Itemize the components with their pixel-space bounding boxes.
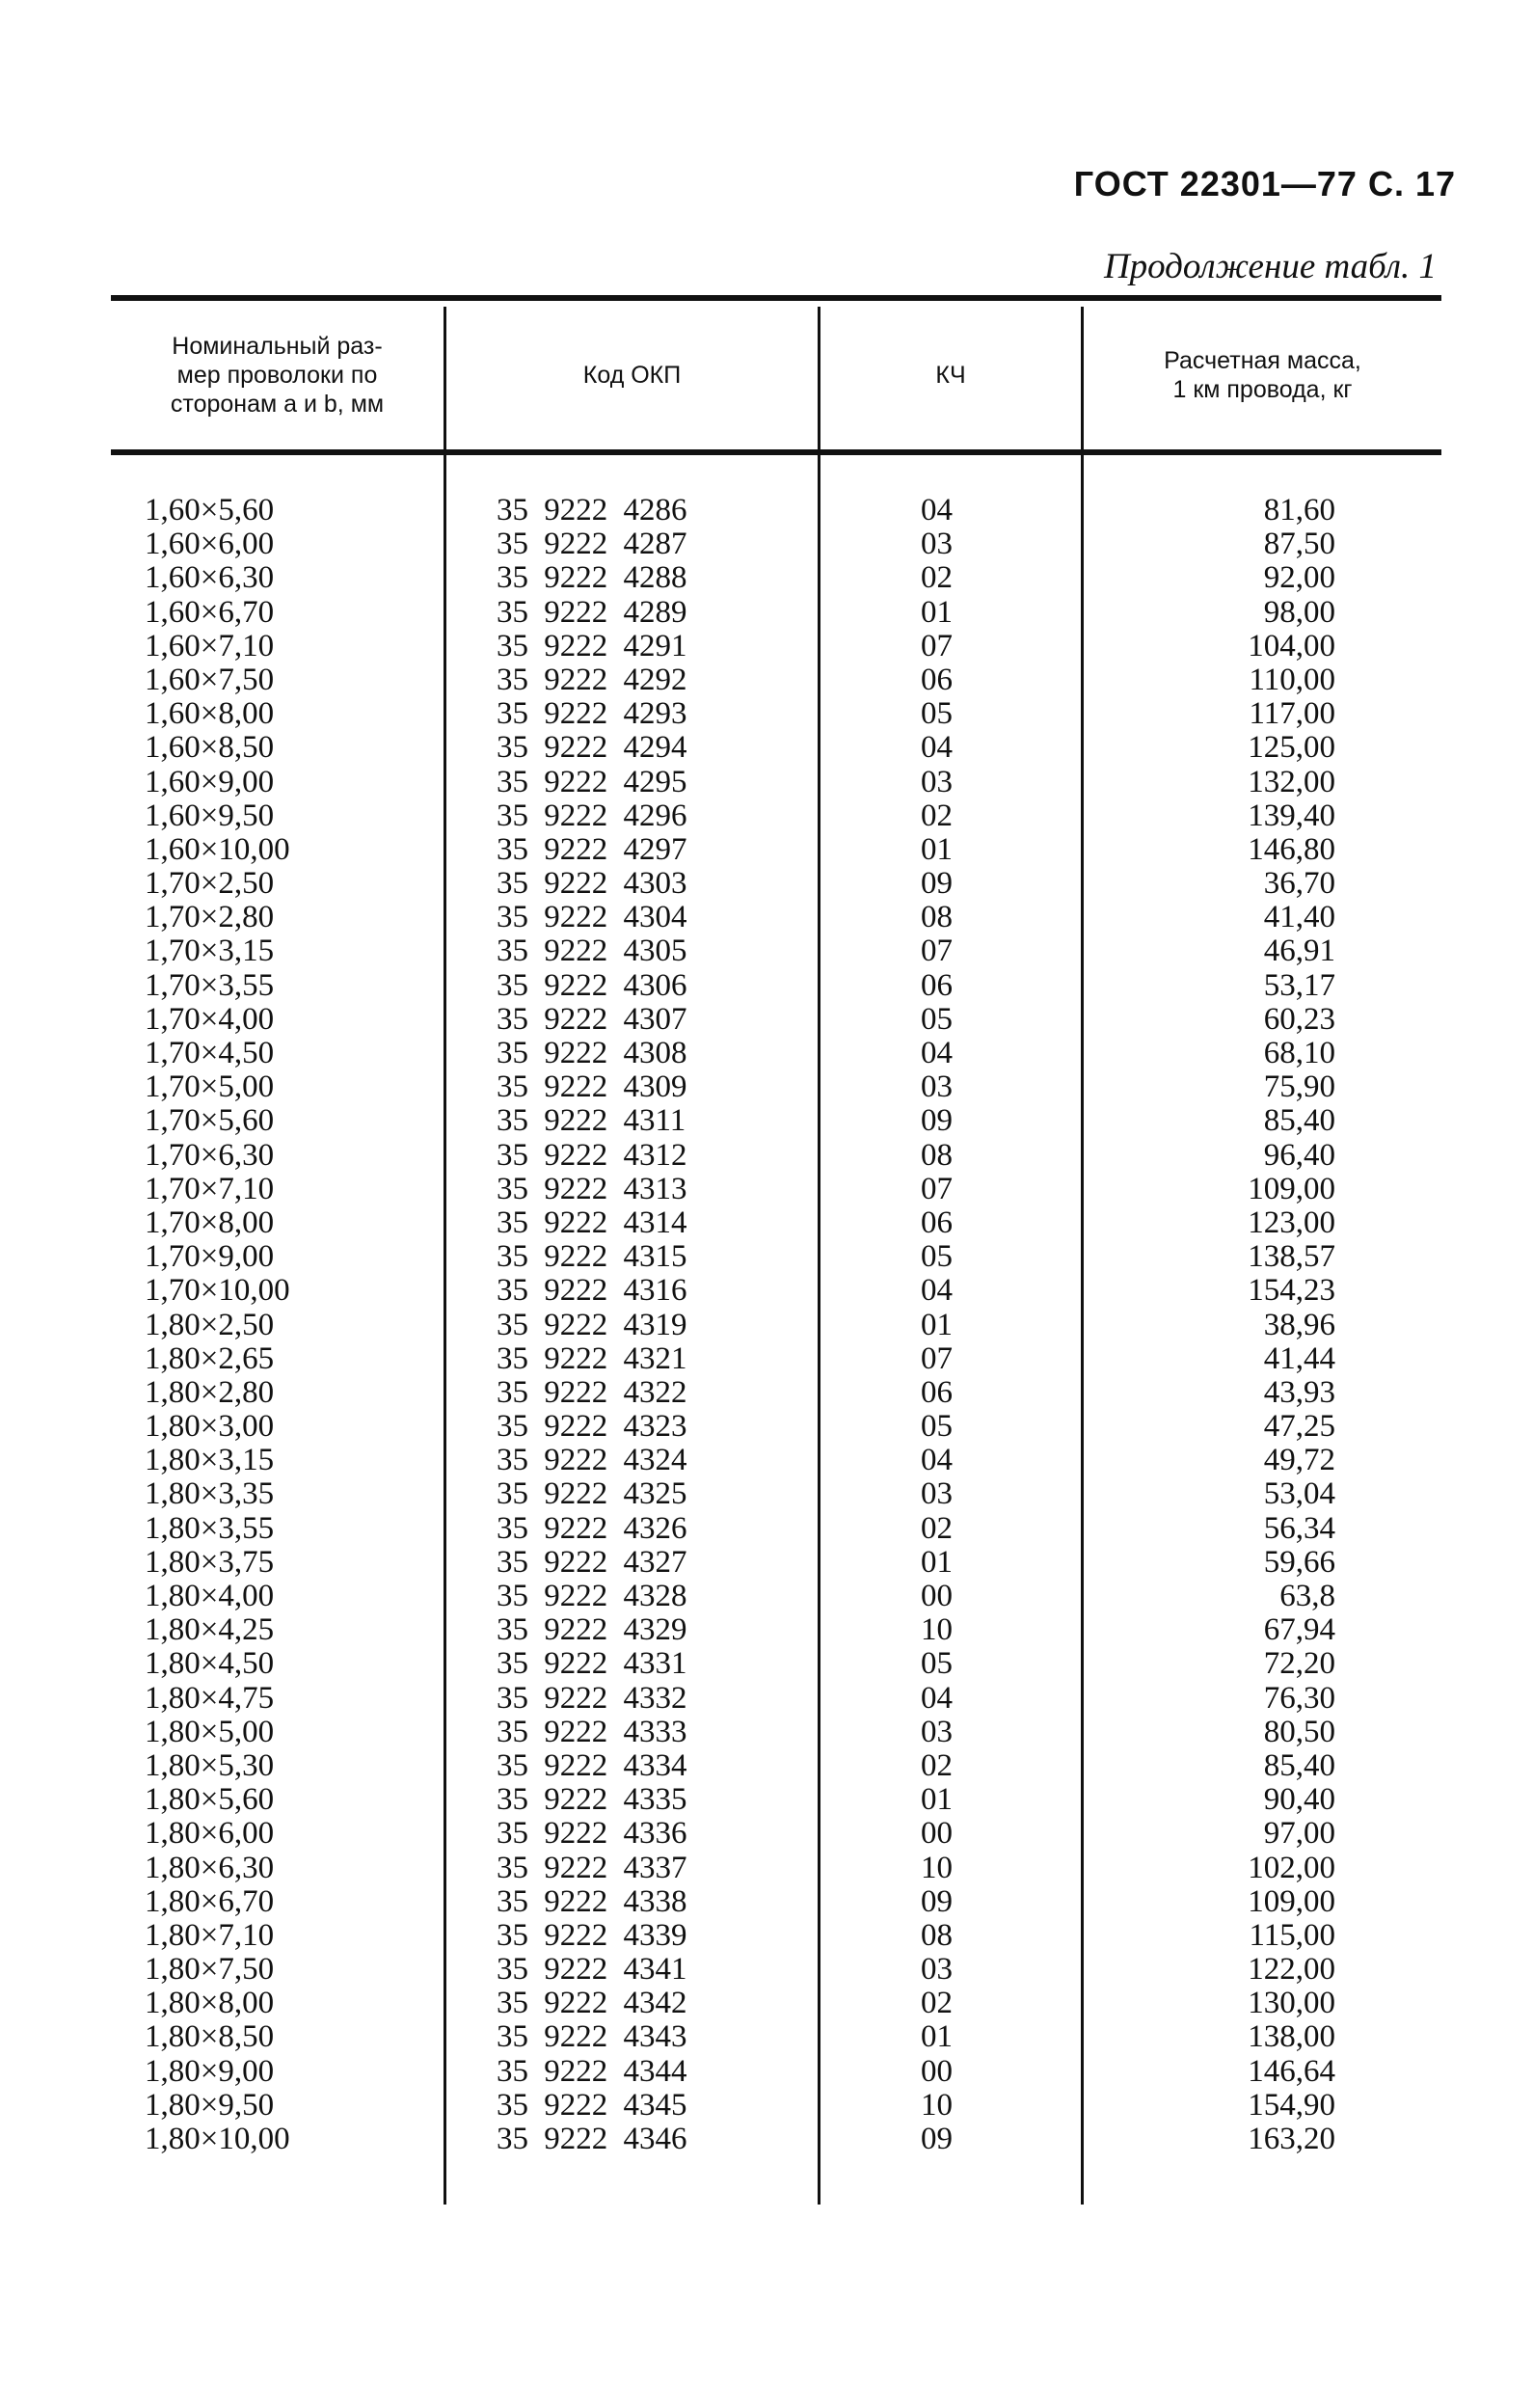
okp-code-cell: 35 9222 4309 — [497, 1069, 687, 1105]
mass-cell: 47,25 — [1263, 1409, 1335, 1445]
okp-code-cell: 35 9222 4315 — [497, 1239, 687, 1275]
okp-code-cell: 35 9222 4295 — [497, 764, 687, 799]
table-row — [111, 1070, 1441, 1104]
kch-cell: 10 — [921, 2087, 953, 2123]
kch-cell: 04 — [921, 1273, 953, 1309]
size-cell: 1,70×5,00 — [145, 1069, 275, 1105]
size-cell: 1,70×6,30 — [145, 1137, 275, 1173]
okp-code-cell: 35 9222 4312 — [497, 1137, 687, 1173]
table-row — [111, 1104, 1441, 1138]
table-row — [111, 1613, 1441, 1647]
table-row — [111, 663, 1441, 697]
size-cell: 1,80×8,50 — [145, 2019, 275, 2055]
table-row — [111, 1783, 1441, 1817]
size-cell: 1,80×4,50 — [145, 1646, 275, 1682]
mass-cell: 130,00 — [1248, 1986, 1335, 2021]
okp-code-cell: 35 9222 4332 — [497, 1680, 687, 1716]
okp-code-cell: 35 9222 4334 — [497, 1747, 687, 1783]
size-cell: 1,80×5,00 — [145, 1714, 275, 1749]
kch-cell: 06 — [921, 1374, 953, 1410]
kch-cell: 09 — [921, 866, 953, 902]
kch-cell: 03 — [921, 764, 953, 799]
size-cell: 1,80×3,00 — [145, 1409, 275, 1445]
mass-cell: 123,00 — [1248, 1204, 1335, 1240]
okp-code-cell: 35 9222 4313 — [497, 1171, 687, 1206]
mass-cell: 46,91 — [1263, 933, 1335, 969]
table-header-rule — [111, 449, 1441, 455]
okp-code-cell: 35 9222 4308 — [497, 1036, 687, 1070]
okp-code-cell: 35 9222 4303 — [497, 866, 687, 902]
okp-code-cell: 35 9222 4336 — [497, 1816, 687, 1852]
kch-cell: 04 — [921, 1036, 953, 1070]
table-row — [111, 1852, 1441, 1885]
mass-cell: 43,93 — [1263, 1374, 1335, 1410]
table-row — [111, 1003, 1441, 1037]
mass-cell: 97,00 — [1263, 1816, 1335, 1852]
kch-cell: 08 — [921, 900, 953, 935]
okp-code-cell: 35 9222 4294 — [497, 730, 687, 766]
table-row — [111, 1716, 1441, 1749]
mass-cell: 109,00 — [1248, 1883, 1335, 1919]
table-row — [111, 1817, 1441, 1851]
okp-code-cell: 35 9222 4319 — [497, 1307, 687, 1342]
kch-cell: 10 — [921, 1850, 953, 1885]
okp-code-cell: 35 9222 4331 — [497, 1646, 687, 1682]
size-cell: 1,80×3,75 — [145, 1544, 275, 1580]
size-cell: 1,70×5,60 — [145, 1103, 275, 1139]
table-row — [111, 1512, 1441, 1546]
size-cell: 1,70×2,80 — [145, 900, 275, 935]
table-row — [111, 1919, 1441, 1953]
size-cell: 1,80×2,65 — [145, 1340, 275, 1376]
table-row — [111, 1309, 1441, 1342]
size-cell: 1,60×9,50 — [145, 798, 275, 833]
size-cell: 1,80×6,70 — [145, 1883, 275, 1919]
kch-cell: 03 — [921, 1476, 953, 1512]
size-cell: 1,70×3,15 — [145, 933, 275, 969]
mass-cell: 115,00 — [1249, 1917, 1335, 1953]
okp-code-cell: 35 9222 4323 — [497, 1409, 687, 1445]
kch-cell: 10 — [921, 1612, 953, 1648]
header-okp-code: Код ОКП — [582, 362, 682, 389]
size-cell: 1,60×6,00 — [145, 527, 275, 562]
header-nominal-size: Номинальный раз- мер проволоки по сторонам a и b, мм — [170, 333, 385, 418]
okp-code-cell: 35 9222 4321 — [497, 1340, 687, 1376]
size-cell: 1,70×8,00 — [145, 1204, 275, 1240]
okp-code-cell: 35 9222 4305 — [497, 933, 687, 969]
mass-cell: 87,50 — [1263, 527, 1335, 562]
kch-cell: 01 — [921, 1307, 953, 1342]
okp-code-cell: 35 9222 4314 — [497, 1204, 687, 1240]
mass-cell: 109,00 — [1248, 1171, 1335, 1206]
kch-cell: 05 — [921, 696, 953, 732]
size-cell: 1,60×6,30 — [145, 560, 275, 596]
mass-cell: 85,40 — [1263, 1103, 1335, 1139]
size-cell: 1,80×5,30 — [145, 1747, 275, 1783]
okp-code-cell: 35 9222 4344 — [497, 2053, 687, 2089]
okp-code-cell: 35 9222 4296 — [497, 798, 687, 833]
header-kch: КЧ — [935, 362, 966, 389]
mass-cell: 163,20 — [1248, 2122, 1335, 2156]
mass-cell: 102,00 — [1248, 1850, 1335, 1885]
okp-code-cell: 35 9222 4335 — [497, 1782, 687, 1818]
size-cell: 1,60×5,60 — [145, 493, 275, 528]
kch-cell: 00 — [921, 1816, 953, 1852]
kch-cell: 04 — [921, 730, 953, 766]
size-cell: 1,80×4,25 — [145, 1612, 275, 1648]
table-row — [111, 1682, 1441, 1716]
kch-cell: 08 — [921, 1137, 953, 1173]
okp-code-cell: 35 9222 4338 — [497, 1883, 687, 1919]
kch-cell: 06 — [921, 662, 953, 697]
okp-code-cell: 35 9222 4311 — [497, 1103, 686, 1139]
mass-cell: 98,00 — [1263, 594, 1335, 630]
table-row — [111, 494, 1441, 528]
mass-cell: 63,8 — [1279, 1579, 1335, 1613]
kch-cell: 04 — [921, 493, 953, 528]
table-row — [111, 2089, 1441, 2123]
mass-cell: 41,44 — [1263, 1340, 1335, 1376]
table-row — [111, 2055, 1441, 2089]
okp-code-cell: 35 9222 4333 — [497, 1714, 687, 1749]
size-cell: 1,70×4,50 — [145, 1036, 275, 1070]
mass-cell: 56,34 — [1263, 1510, 1335, 1546]
table-row — [111, 1477, 1441, 1511]
size-cell: 1,80×6,30 — [145, 1850, 275, 1885]
okp-code-cell: 35 9222 4288 — [497, 560, 687, 596]
size-cell: 1,80×4,75 — [145, 1680, 275, 1716]
size-cell: 1,70×3,55 — [145, 967, 275, 1003]
kch-cell: 08 — [921, 1917, 953, 1953]
size-cell: 1,60×7,50 — [145, 662, 275, 697]
kch-cell: 05 — [921, 1409, 953, 1445]
kch-cell: 09 — [921, 1103, 953, 1139]
okp-code-cell: 35 9222 4327 — [497, 1544, 687, 1580]
mass-cell: 138,00 — [1248, 2019, 1335, 2055]
mass-cell: 117,00 — [1249, 696, 1335, 732]
table-row — [111, 1749, 1441, 1783]
kch-cell: 03 — [921, 527, 953, 562]
size-cell: 1,80×7,10 — [145, 1917, 275, 1953]
kch-cell: 06 — [921, 967, 953, 1003]
kch-cell: 07 — [921, 1340, 953, 1376]
table-row — [111, 766, 1441, 799]
size-cell: 1,80×3,35 — [145, 1476, 275, 1512]
size-cell: 1,70×7,10 — [145, 1171, 275, 1206]
table-continuation-label: Продолжение табл. 1 — [1103, 247, 1437, 286]
kch-cell: 01 — [921, 1544, 953, 1580]
table-row — [111, 697, 1441, 731]
mass-cell: 138,57 — [1248, 1239, 1335, 1275]
kch-cell: 01 — [921, 1782, 953, 1818]
table-row — [111, 1342, 1441, 1376]
table-body — [111, 494, 1441, 2156]
size-cell: 1,80×3,15 — [145, 1443, 275, 1478]
kch-cell: 01 — [921, 2019, 953, 2055]
kch-cell: 01 — [921, 594, 953, 630]
kch-cell: 05 — [921, 1239, 953, 1275]
size-cell: 1,80×4,00 — [145, 1579, 275, 1613]
kch-cell: 04 — [921, 1680, 953, 1716]
size-cell: 1,60×10,00 — [145, 831, 290, 867]
table-row — [111, 1987, 1441, 2020]
size-cell: 1,80×10,00 — [145, 2122, 290, 2156]
table-row — [111, 1274, 1441, 1308]
size-cell: 1,60×8,50 — [145, 730, 275, 766]
table-row — [111, 1410, 1441, 1444]
mass-cell: 122,00 — [1248, 1952, 1335, 1988]
okp-code-cell: 35 9222 4329 — [497, 1612, 687, 1648]
kch-cell: 07 — [921, 628, 953, 663]
size-cell: 1,70×2,50 — [145, 866, 275, 902]
table-row — [111, 934, 1441, 968]
kch-cell: 04 — [921, 1443, 953, 1478]
okp-code-cell: 35 9222 4304 — [497, 900, 687, 935]
mass-cell: 154,90 — [1248, 2087, 1335, 2123]
okp-code-cell: 35 9222 4328 — [497, 1579, 687, 1613]
mass-cell: 154,23 — [1248, 1273, 1335, 1309]
okp-code-cell: 35 9222 4325 — [497, 1476, 687, 1512]
mass-cell: 81,60 — [1263, 493, 1335, 528]
table-row — [111, 1037, 1441, 1070]
mass-cell: 125,00 — [1248, 730, 1335, 766]
table-row — [111, 1139, 1441, 1173]
okp-code-cell: 35 9222 4346 — [497, 2122, 687, 2156]
table-row — [111, 1546, 1441, 1580]
kch-cell: 00 — [921, 2053, 953, 2089]
mass-cell: 139,40 — [1248, 798, 1335, 833]
table-row — [111, 596, 1441, 630]
okp-code-cell: 35 9222 4324 — [497, 1443, 687, 1478]
mass-cell: 132,00 — [1248, 764, 1335, 799]
table-row — [111, 528, 1441, 561]
mass-cell: 146,64 — [1248, 2053, 1335, 2089]
table-row — [111, 2020, 1441, 2054]
mass-cell: 80,50 — [1263, 1714, 1335, 1749]
table-row — [111, 867, 1441, 901]
size-cell: 1,60×7,10 — [145, 628, 275, 663]
size-cell: 1,80×9,00 — [145, 2053, 275, 2089]
table-row — [111, 1953, 1441, 1987]
kch-cell: 03 — [921, 1069, 953, 1105]
table-row — [111, 901, 1441, 934]
table-row — [111, 1173, 1441, 1206]
size-cell: 1,80×8,00 — [145, 1986, 275, 2021]
okp-code-cell: 35 9222 4292 — [497, 662, 687, 697]
size-cell: 1,60×6,70 — [145, 594, 275, 630]
size-cell: 1,80×2,80 — [145, 1374, 275, 1410]
size-cell: 1,80×7,50 — [145, 1952, 275, 1988]
kch-cell: 05 — [921, 1646, 953, 1682]
header-mass: Расчетная масса, 1 км провода, кг — [1164, 347, 1361, 403]
mass-cell: 85,40 — [1263, 1747, 1335, 1783]
mass-cell: 90,40 — [1263, 1782, 1335, 1818]
kch-cell: 05 — [921, 1001, 953, 1037]
kch-cell: 09 — [921, 1883, 953, 1919]
size-cell: 1,70×10,00 — [145, 1273, 290, 1309]
table-row — [111, 833, 1441, 867]
table-row — [111, 2123, 1441, 2156]
mass-cell: 92,00 — [1263, 560, 1335, 596]
okp-code-cell: 35 9222 4307 — [497, 1001, 687, 1037]
kch-cell: 02 — [921, 560, 953, 596]
mass-cell: 53,17 — [1263, 967, 1335, 1003]
mass-cell: 59,66 — [1263, 1544, 1335, 1580]
kch-cell: 02 — [921, 798, 953, 833]
size-cell: 1,70×9,00 — [145, 1239, 275, 1275]
kch-cell: 09 — [921, 2122, 953, 2156]
size-cell: 1,60×9,00 — [145, 764, 275, 799]
kch-cell: 07 — [921, 1171, 953, 1206]
size-cell: 1,70×4,00 — [145, 1001, 275, 1037]
size-cell: 1,80×2,50 — [145, 1307, 275, 1342]
page-header: ГОСТ 22301—77 С. 17 — [1073, 164, 1456, 203]
okp-code-cell: 35 9222 4286 — [497, 493, 687, 528]
data-table — [111, 295, 1441, 2205]
size-cell: 1,80×6,00 — [145, 1816, 275, 1852]
table-row — [111, 1580, 1441, 1613]
mass-cell: 68,10 — [1263, 1036, 1335, 1070]
size-cell: 1,80×9,50 — [145, 2087, 275, 2123]
kch-cell: 06 — [921, 1204, 953, 1240]
okp-code-cell: 35 9222 4342 — [497, 1986, 687, 2021]
mass-cell: 67,94 — [1263, 1612, 1335, 1648]
mass-cell: 104,00 — [1248, 628, 1335, 663]
kch-cell: 03 — [921, 1714, 953, 1749]
okp-code-cell: 35 9222 4322 — [497, 1374, 687, 1410]
table-row — [111, 1206, 1441, 1240]
okp-code-cell: 35 9222 4316 — [497, 1273, 687, 1309]
okp-code-cell: 35 9222 4289 — [497, 594, 687, 630]
mass-cell: 49,72 — [1263, 1443, 1335, 1478]
mass-cell: 53,04 — [1263, 1476, 1335, 1512]
okp-code-cell: 35 9222 4293 — [497, 696, 687, 732]
okp-code-cell: 35 9222 4341 — [497, 1952, 687, 1988]
mass-cell: 72,20 — [1263, 1646, 1335, 1682]
mass-cell: 146,80 — [1248, 831, 1335, 867]
kch-cell: 07 — [921, 933, 953, 969]
mass-cell: 96,40 — [1263, 1137, 1335, 1173]
size-cell: 1,80×3,55 — [145, 1510, 275, 1546]
table-row — [111, 799, 1441, 833]
okp-code-cell: 35 9222 4291 — [497, 628, 687, 663]
okp-code-cell: 35 9222 4297 — [497, 831, 687, 867]
size-cell: 1,60×8,00 — [145, 696, 275, 732]
okp-code-cell: 35 9222 4337 — [497, 1850, 687, 1885]
kch-cell: 02 — [921, 1510, 953, 1546]
mass-cell: 36,70 — [1263, 866, 1335, 902]
table-row — [111, 630, 1441, 663]
mass-cell: 60,23 — [1263, 1001, 1335, 1037]
okp-code-cell: 35 9222 4306 — [497, 967, 687, 1003]
table-row — [111, 969, 1441, 1003]
table-row — [111, 1240, 1441, 1274]
size-cell: 1,80×5,60 — [145, 1782, 275, 1818]
table-row — [111, 1885, 1441, 1919]
kch-cell: 02 — [921, 1747, 953, 1783]
table-row — [111, 561, 1441, 595]
okp-code-cell: 35 9222 4339 — [497, 1917, 687, 1953]
kch-cell: 03 — [921, 1952, 953, 1988]
table-row — [111, 731, 1441, 765]
mass-cell: 41,40 — [1263, 900, 1335, 935]
table-row — [111, 1444, 1441, 1477]
mass-cell: 75,90 — [1263, 1069, 1335, 1105]
okp-code-cell: 35 9222 4287 — [497, 527, 687, 562]
okp-code-cell: 35 9222 4343 — [497, 2019, 687, 2055]
mass-cell: 110,00 — [1249, 662, 1335, 697]
kch-cell: 00 — [921, 1579, 953, 1613]
mass-cell: 76,30 — [1263, 1680, 1335, 1716]
table-row — [111, 1376, 1441, 1410]
table-row — [111, 1647, 1441, 1681]
kch-cell: 02 — [921, 1986, 953, 2021]
okp-code-cell: 35 9222 4345 — [497, 2087, 687, 2123]
okp-code-cell: 35 9222 4326 — [497, 1510, 687, 1546]
mass-cell: 38,96 — [1263, 1307, 1335, 1342]
kch-cell: 01 — [921, 831, 953, 867]
